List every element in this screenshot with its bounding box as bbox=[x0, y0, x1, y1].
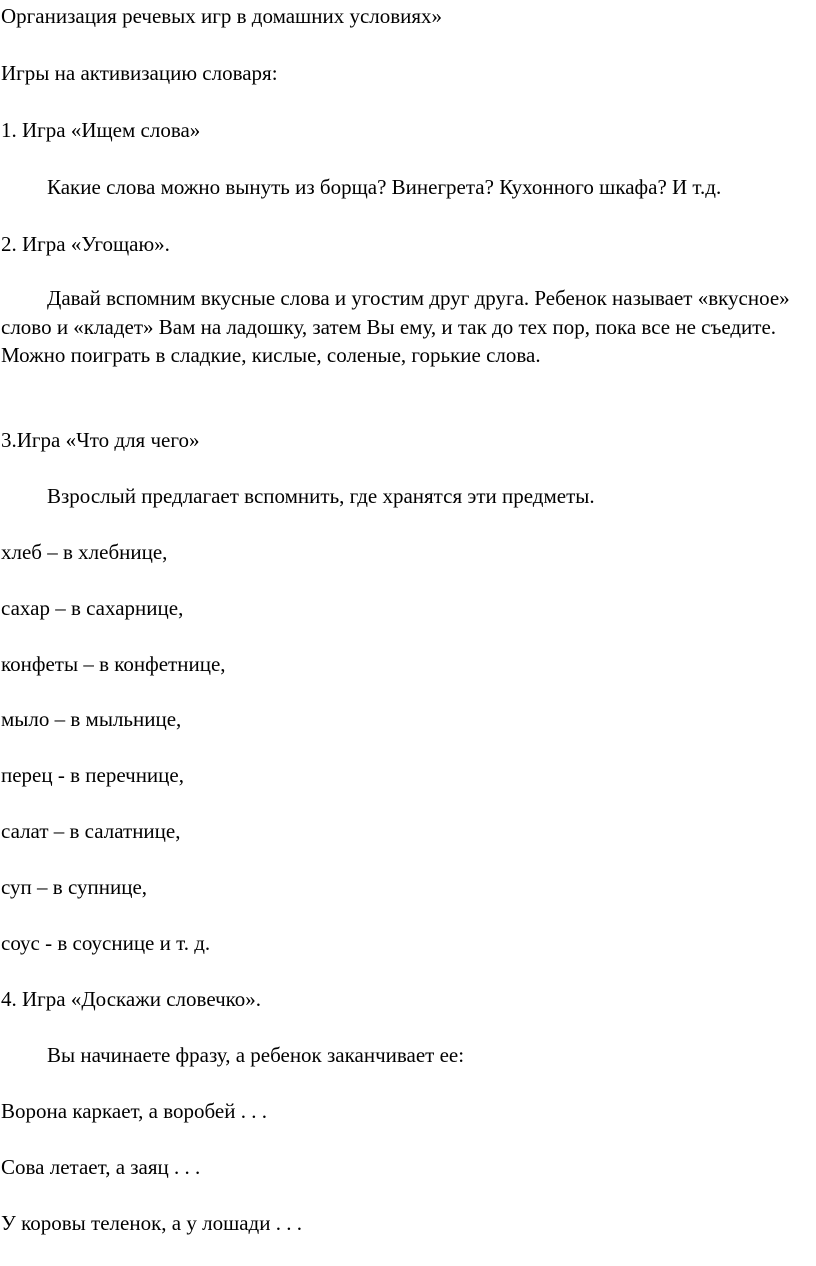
game-2-text: Давай вспомним вкусные слова и угостим друг друга. Ребенок называет «вкусное» слово и «кладет» Вам на ладошку, затем Вы ему, и так до тех пор, пока все не съедите. Можно поиграть в сладкие, кислые, соленые, горькие слова. bbox=[1, 286, 790, 367]
list-item: мыло – в мыльнице, bbox=[1, 707, 182, 731]
list-item: соус - в соуснице и т. д. bbox=[1, 931, 211, 955]
game-3-text: Взрослый предлагает вспомнить, где хранятся эти предметы. bbox=[47, 484, 595, 508]
game-4-heading: 4. Игра «Доскажи словечко». bbox=[1, 987, 262, 1011]
list-item: салат – в салатнице, bbox=[1, 819, 181, 843]
list-item: перец - в перечнице, bbox=[1, 763, 184, 787]
list-item: суп – в супнице, bbox=[1, 875, 148, 899]
list-item: сахар – в сахарнице, bbox=[1, 596, 184, 620]
list-item: Ворона каркает, а воробей . . . bbox=[1, 1099, 267, 1123]
game-3-heading: 3.Игра «Что для чего» bbox=[1, 428, 200, 452]
list-item: У коровы теленок, а у лошади . . . bbox=[1, 1211, 302, 1235]
list-item: Сова летает, а заяц . . . bbox=[1, 1155, 201, 1179]
list-item: хлеб – в хлебнице, bbox=[1, 540, 168, 564]
game-1-text: Какие слова можно вынуть из борща? Винегрета? Кухонного шкафа? И т.д. bbox=[47, 175, 722, 199]
section-heading: Игры на активизацию словаря: bbox=[1, 61, 278, 85]
document-title: Организация речевых игр в домашних условиях» bbox=[1, 4, 443, 28]
game-4-text: Вы начинаете фразу, а ребенок заканчивает ее: bbox=[47, 1043, 465, 1067]
list-item: конфеты – в конфетнице, bbox=[1, 652, 226, 676]
game-2-heading: 2. Игра «Угощаю». bbox=[1, 232, 170, 256]
game-1-heading: 1. Игра «Ищем слова» bbox=[1, 118, 201, 142]
